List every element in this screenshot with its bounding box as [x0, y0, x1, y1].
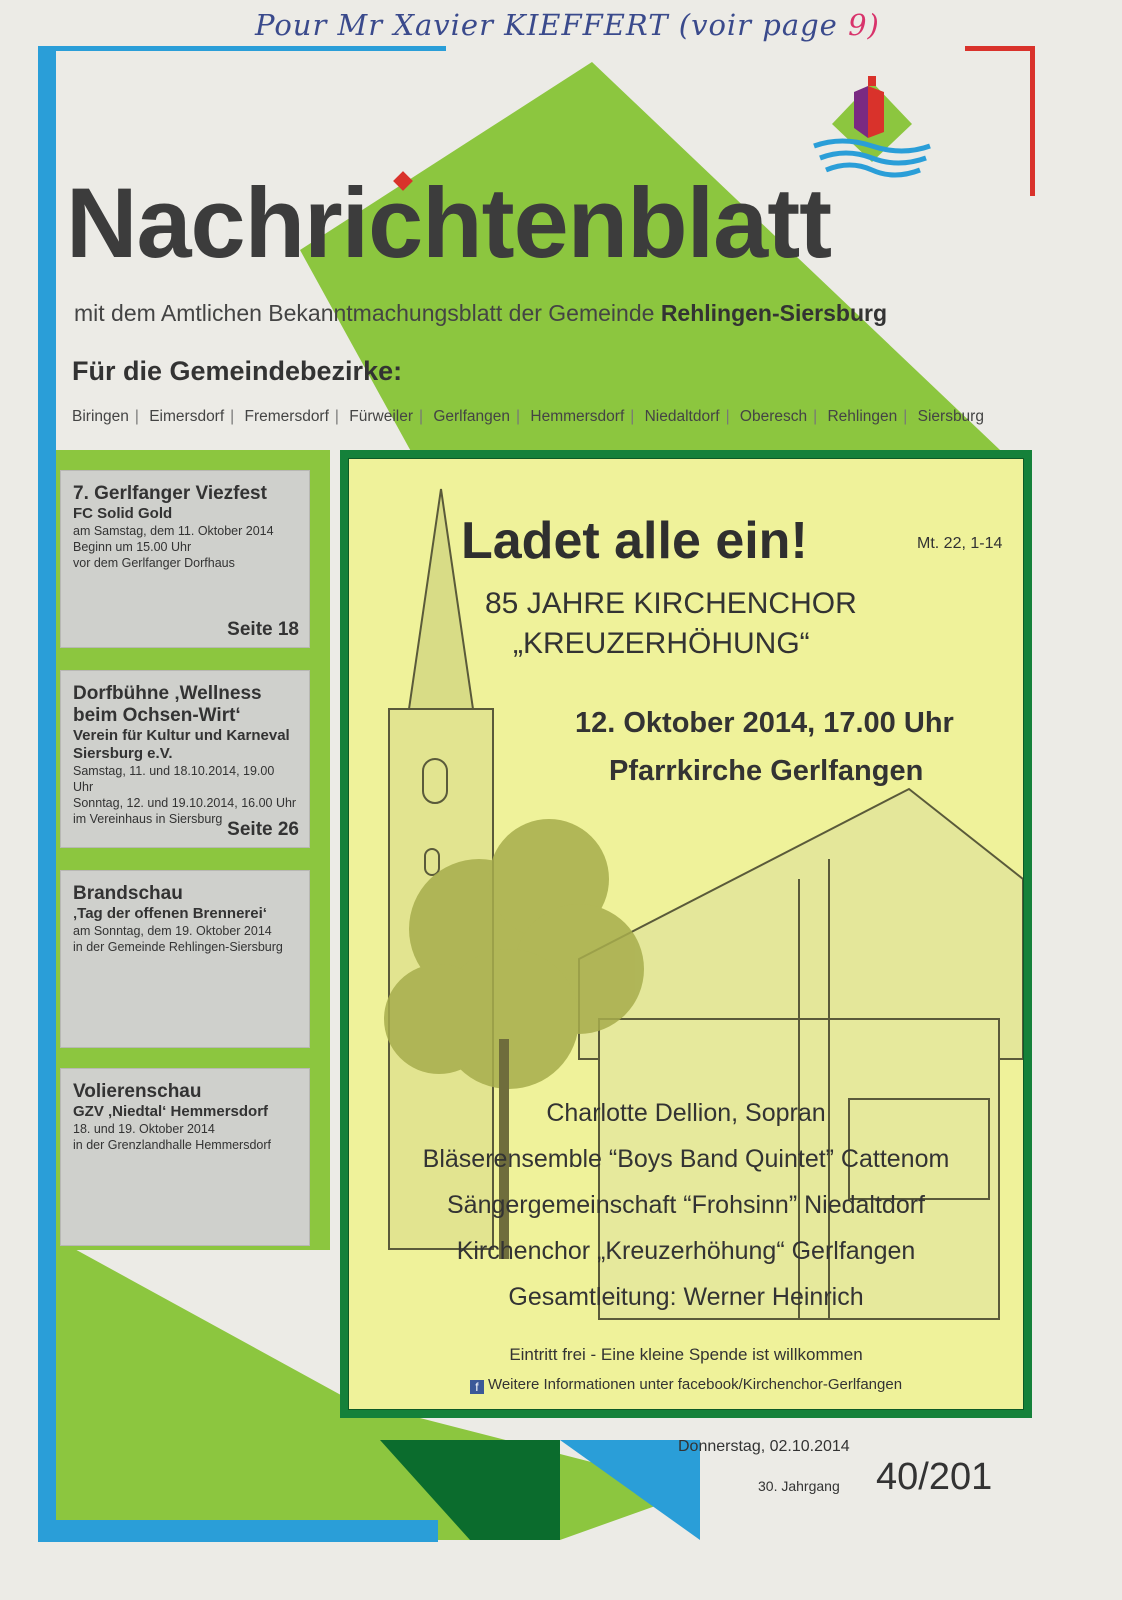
district-item: Fremersdorf	[244, 408, 329, 425]
poster-admission: Eintritt frei - Eine kleine Spende ist willkommen	[509, 1345, 863, 1364]
facebook-text: Weitere Informationen unter facebook/Kirchenchor-Gerlfangen	[487, 1376, 903, 1393]
box-title: Dorfbühne ‚Wellness beim Ochsen-Wirt‘	[73, 683, 262, 726]
poster-performer: Sängergemeinschaft “Frohsinn” Niedaltdorf	[446, 1191, 925, 1219]
poster-anniversary: 85 JAHRE KIRCHENCHOR	[485, 587, 857, 620]
poster-performer: Kirchenchor „Kreuzerhöhung“ Gerlfangen	[456, 1237, 916, 1265]
poster-performer: Gesamtleitung: Werner Heinrich	[508, 1283, 864, 1311]
handwritten-note	[255, 8, 880, 42]
sidebar-box-dorfbuehne	[60, 670, 310, 848]
sidebar-box-volierenschau	[60, 1068, 310, 1246]
districts-list: Biringen | Eimersdorf | Fremersdorf | Fürweiler | Gerlfangen | Hemmersdorf | Niedaltdorf | Oberesch | Rehlingen | Siersburg	[72, 408, 984, 425]
facebook-icon: f	[470, 1380, 484, 1394]
issue-volume: 30. Jahrgang	[758, 1478, 840, 1494]
district-item: Niedaltdorf	[644, 408, 720, 425]
poster-date: 12. Oktober 2014, 17.00 Uhr	[575, 707, 954, 739]
box-subtitle: GZV ‚Niedtal‘ Hemmersdorf	[73, 1102, 269, 1120]
box-title: Brandschau	[73, 883, 183, 904]
poster-headline: Ladet alle ein!	[461, 512, 808, 570]
box-detail: 18. und 19. Oktober 2014	[73, 1121, 215, 1136]
box-detail: am Samstag, dem 11. Oktober 2014	[73, 523, 274, 538]
box-page-ref: Seite 26	[227, 819, 299, 840]
subtitle-text: mit dem Amtlichen Bekanntmachungsblatt der Gemeinde	[74, 300, 655, 326]
issue-number: 40/201	[876, 1456, 993, 1498]
district-item: Fürweiler	[349, 408, 413, 425]
poster-venue: Pfarrkirche Gerlfangen	[609, 755, 924, 787]
box-detail: vor dem Gerlfanger Dorfhaus	[73, 556, 235, 571]
box-subtitle: Verein für Kultur und Karneval Siersburg e.V.	[73, 726, 290, 762]
poster-choir-name: „KREUZERHÖHUNG“	[513, 627, 810, 660]
district-item: Rehlingen	[827, 408, 898, 425]
poster-performer: Bläserensemble “Boys Band Quintet” Cattenom	[422, 1145, 950, 1173]
box-title: 7. Gerlfanger Viezfest	[73, 483, 267, 504]
issue-date: Donnerstag, 02.10.2014	[678, 1438, 850, 1455]
subtitle-municipality: Rehlingen-Siersburg	[660, 300, 888, 326]
poster-verse: Mt. 22, 1-14	[917, 535, 1003, 552]
box-subtitle: ‚Tag der offenen Brennerei‘	[73, 904, 267, 922]
district-item: Eimersdorf	[149, 408, 225, 425]
box-detail: im Vereinhaus in Siersburg	[73, 812, 223, 827]
handwritten-note-page: 9)	[848, 8, 880, 42]
sidebar-box-brandschau	[60, 870, 310, 1048]
box-detail: am Sonntag, dem 19. Oktober 2014	[73, 923, 272, 938]
box-detail: Samstag, 11. und 18.10.2014, 19.00 Uhr	[73, 763, 275, 794]
box-detail: in der Grenzlandhalle Hemmersdorf	[73, 1138, 272, 1153]
box-subtitle: FC Solid Gold	[73, 504, 173, 522]
district-item: Siersburg	[917, 408, 984, 425]
box-page-ref: Seite 18	[227, 619, 299, 640]
box-title: Volierenschau	[73, 1081, 202, 1102]
box-detail: Sonntag, 12. und 19.10.2014, 16.00 Uhr	[73, 796, 297, 811]
handwritten-note-text: Pour Mr Xavier KIEFFERT (voir page	[255, 8, 838, 42]
district-item: Oberesch	[739, 408, 808, 425]
poster-performer: Charlotte Dellion, Sopran	[546, 1099, 826, 1127]
box-detail: Beginn um 15.00 Uhr	[73, 540, 192, 555]
district-item: Hemmersdorf	[530, 408, 625, 425]
poster-facebook-line	[349, 1376, 1023, 1394]
district-item: Gerlfangen	[433, 408, 511, 425]
district-item: Biringen	[72, 408, 129, 425]
concert-poster	[340, 450, 1032, 1418]
masthead-subtitle	[74, 300, 887, 327]
masthead-title: Nachrichtenblatt	[66, 167, 832, 278]
districts-heading: Für die Gemeindebezirke:	[72, 356, 403, 386]
sidebar-box-viezfest	[60, 470, 310, 648]
box-detail: in der Gemeinde Rehlingen-Siersburg	[73, 940, 283, 955]
